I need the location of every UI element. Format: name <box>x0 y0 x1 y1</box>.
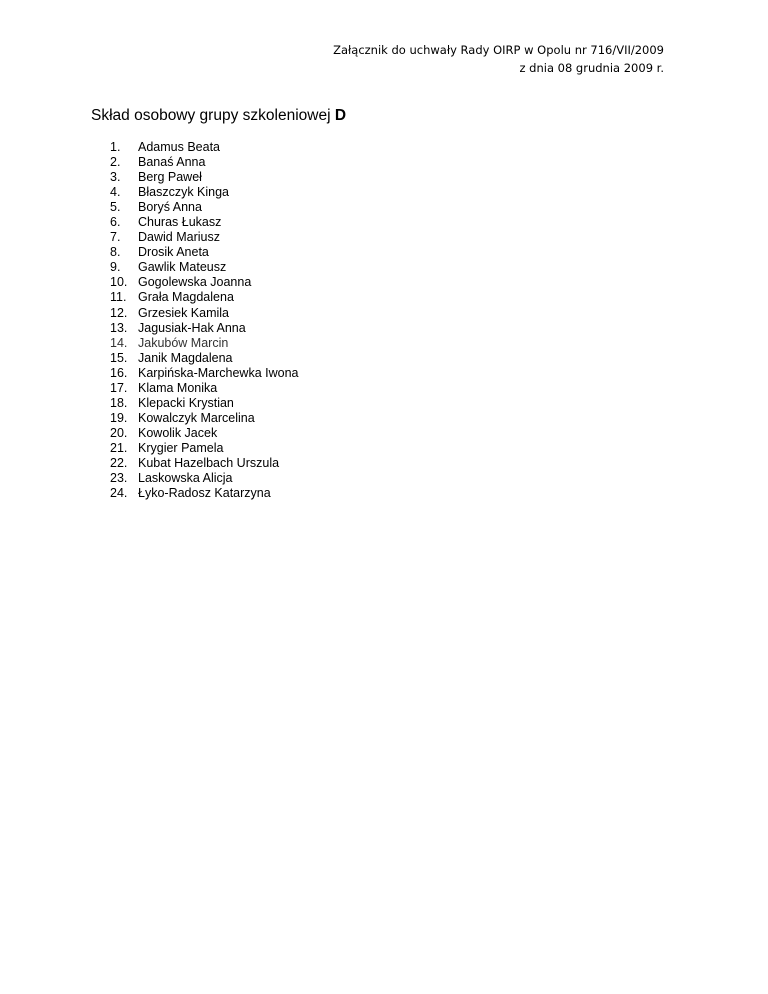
page-title-text: Skład osobowy grupy szkoleniowej <box>91 107 331 124</box>
list-item-name: Janik Magdalena <box>138 350 233 365</box>
list-item-name: Churas Łukasz <box>138 215 222 230</box>
list-item-name: Kubat Hazelbach Urszula <box>138 455 280 470</box>
list-item <box>110 456 299 471</box>
list-item-name: Krygier Pamela <box>138 440 224 455</box>
list-item-number: 17. <box>110 380 128 395</box>
list-item-number: 16. <box>110 365 128 380</box>
list-item-number: 15. <box>110 350 128 365</box>
list-item <box>110 321 299 336</box>
list-item <box>110 471 299 486</box>
list-item-number: 23. <box>110 471 128 486</box>
attachment-note-line2: z dnia 08 grudnia 2009 r. <box>519 61 664 75</box>
list-item <box>110 260 299 275</box>
list-item-name: Grzesiek Kamila <box>138 305 229 320</box>
list-item-number: 19. <box>110 410 128 425</box>
list-item-number: 3. <box>110 170 121 185</box>
list-item <box>110 411 299 426</box>
list-item <box>110 396 299 411</box>
list-item <box>110 215 299 230</box>
list-item-name: Jagusiak-Hak Anna <box>138 320 246 335</box>
list-item-number: 18. <box>110 395 128 410</box>
list-item-number: 6. <box>110 215 121 230</box>
list-item <box>110 381 299 396</box>
list-item-name: Klepacki Krystian <box>138 395 234 410</box>
list-item-number: 4. <box>110 185 121 200</box>
list-item <box>110 306 299 321</box>
list-item <box>110 486 299 501</box>
list-item-name: Klama Monika <box>138 380 218 395</box>
list-item-number: 10. <box>110 275 128 290</box>
list-item <box>110 200 299 215</box>
list-item-number: 8. <box>110 245 121 260</box>
list-item-name: Drosik Aneta <box>138 245 209 260</box>
list-item-name: Grała Magdalena <box>138 290 234 305</box>
list-item-name: Łyko-Radosz Katarzyna <box>138 486 271 501</box>
list-item-name: Laskowska Alicja <box>138 471 233 486</box>
list-item-number: 5. <box>110 200 121 215</box>
list-item <box>110 155 299 170</box>
attachment-note <box>333 41 664 77</box>
list-item-number: 9. <box>110 260 121 275</box>
list-item-number: 11. <box>110 290 127 305</box>
list-item-name: Berg Paweł <box>138 170 202 185</box>
list-item-number: 12. <box>110 305 128 320</box>
list-item <box>110 426 299 441</box>
list-item <box>110 441 299 456</box>
list-item-name: Kowalczyk Marcelina <box>138 410 255 425</box>
list-item <box>110 290 299 305</box>
list-item-name: Adamus Beata <box>138 140 220 154</box>
list-item-number: 21. <box>110 440 128 455</box>
list-item-number: 24. <box>110 486 128 501</box>
list-item-name: Błaszczyk Kinga <box>138 185 230 200</box>
group-letter: D <box>334 107 347 124</box>
list-item-number: 1. <box>110 140 121 154</box>
list-item-name: Banaś Anna <box>138 155 206 170</box>
list-item <box>110 170 299 185</box>
list-item-number: 20. <box>110 425 128 440</box>
list-item-number: 7. <box>110 230 121 245</box>
list-item-name: Gogolewska Joanna <box>138 275 252 290</box>
list-item <box>110 140 299 155</box>
list-item-name: Karpińska-Marchewka Iwona <box>138 365 299 380</box>
list-item-number: 2. <box>110 155 121 170</box>
list-item <box>110 185 299 200</box>
list-item-number: 13. <box>110 320 128 335</box>
list-item-number: 22. <box>110 455 128 470</box>
list-item <box>110 230 299 245</box>
list-item-name: Kowolik Jacek <box>138 425 218 440</box>
list-item-number: 14. <box>110 335 128 350</box>
page-title <box>91 106 346 126</box>
list-item <box>110 275 299 290</box>
list-item <box>110 351 299 366</box>
member-list <box>110 140 299 501</box>
list-item <box>110 366 299 381</box>
list-item-name: Dawid Mariusz <box>138 230 220 245</box>
list-item-name: Boryś Anna <box>138 200 202 215</box>
list-item <box>110 336 299 351</box>
list-item-name: Jakubów Marcin <box>138 335 229 350</box>
list-item <box>110 245 299 260</box>
list-item-name: Gawlik Mateusz <box>138 260 227 275</box>
attachment-note-line1: Załącznik do uchwały Rady OIRP w Opolu nr 716/VII/2009 <box>333 43 664 57</box>
